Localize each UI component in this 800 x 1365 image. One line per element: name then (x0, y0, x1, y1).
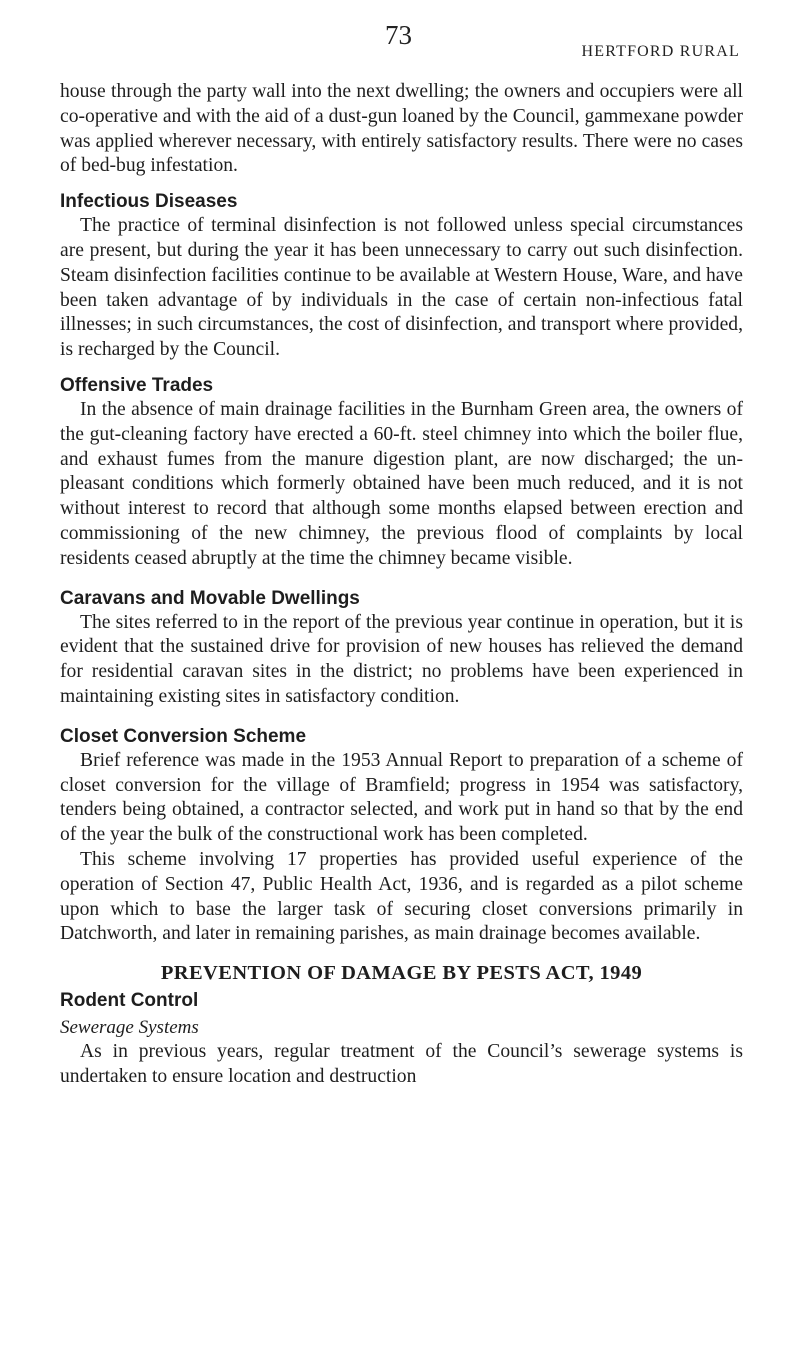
infectious-diseases-paragraph: The practice of terminal disinfection is not followed unless special circumstances are present, but during the year it has been unnecessary to carry out such disinfection. Steam disinfection facilities continue to be available at Western House, Ware, and have been taken advantage of by individuals in the case of certain non-infectious fatal illnesses; in such circumstances, the cost of disinfection, and transport where provided, is recharged by the Council. (60, 215, 743, 361)
section-heading-caravans: Caravans and Movable Dwellings (60, 587, 360, 609)
caravans-paragraph: The sites referred to in the report of the previous year continue in operation, but it is evident that the sustained drive for provision of new houses has relieved the demand for residential caravan sites in the district; no problems have been experienced in maintaining existing sites in satisfactory condition. (60, 611, 743, 707)
act-heading: PREVENTION OF DAMAGE BY PESTS ACT, 1949 (160, 962, 643, 985)
subheading-sewerage-systems: Sewerage Systems (60, 1017, 199, 1039)
running-title: HERTFORD RURAL (581, 43, 740, 60)
intro-paragraph: house through the party wall into the next dwelling; the owners and occupiers were all co-operative and with the aid of a dust-gun loaned by the Council, gammexane powder was applied wherever necessary, with entirely satisfactory results. There were no cases of bed-bug infestation. (60, 81, 743, 177)
running-header (0, 10, 800, 60)
offensive-trades-paragraph: In the absence of main drainage facilities in the Burnham Green area, the owners of the gut-cleaning factory have erected a 60-ft. steel chimney into which the boiler flue, and exhaust fumes from the manure digestion plant, are now discharged; the un-pleasant conditions which formerly obtained have been much reduced, and it is not without interest to record that although some months elapsed between erection and commissioning of the new chimney, the previous flood of complaints by local residents ceased abruptly at the time the chimney became visible. (60, 398, 743, 569)
sewerage-systems-paragraph: As in previous years, regular treatment of the Council’s sewerage systems is undertaken to ensure location and destruction (60, 1041, 743, 1087)
closet-conversion-paragraph-1: Brief reference was made in the 1953 Annual Report to preparation of a scheme of closet conversion for the village of Bramfield; progress in 1954 was satisfactory, tenders being obtained, a contractor selected, and work put in hand so that by the end of the year the bulk of the constructional work has been completed. (60, 749, 743, 846)
section-heading-infectious-diseases: Infectious Diseases (60, 191, 238, 213)
section-heading-closet-conversion: Closet Conversion Scheme (60, 725, 307, 747)
body-text (60, 80, 743, 1090)
section-heading-rodent-control: Rodent Control (60, 990, 199, 1012)
page-number: 73 (385, 20, 412, 50)
section-heading-offensive-trades: Offensive Trades (60, 374, 214, 396)
closet-conversion-paragraph-2: This scheme involving 17 properties has provided useful experience of the operation of Section 47, Public Health Act, 1936, and is regarded as a pilot scheme upon which to base the larger task of securing closet conversions primarily in Datchworth, and later in remaining parishes, as main drainage becomes available. (60, 848, 743, 945)
